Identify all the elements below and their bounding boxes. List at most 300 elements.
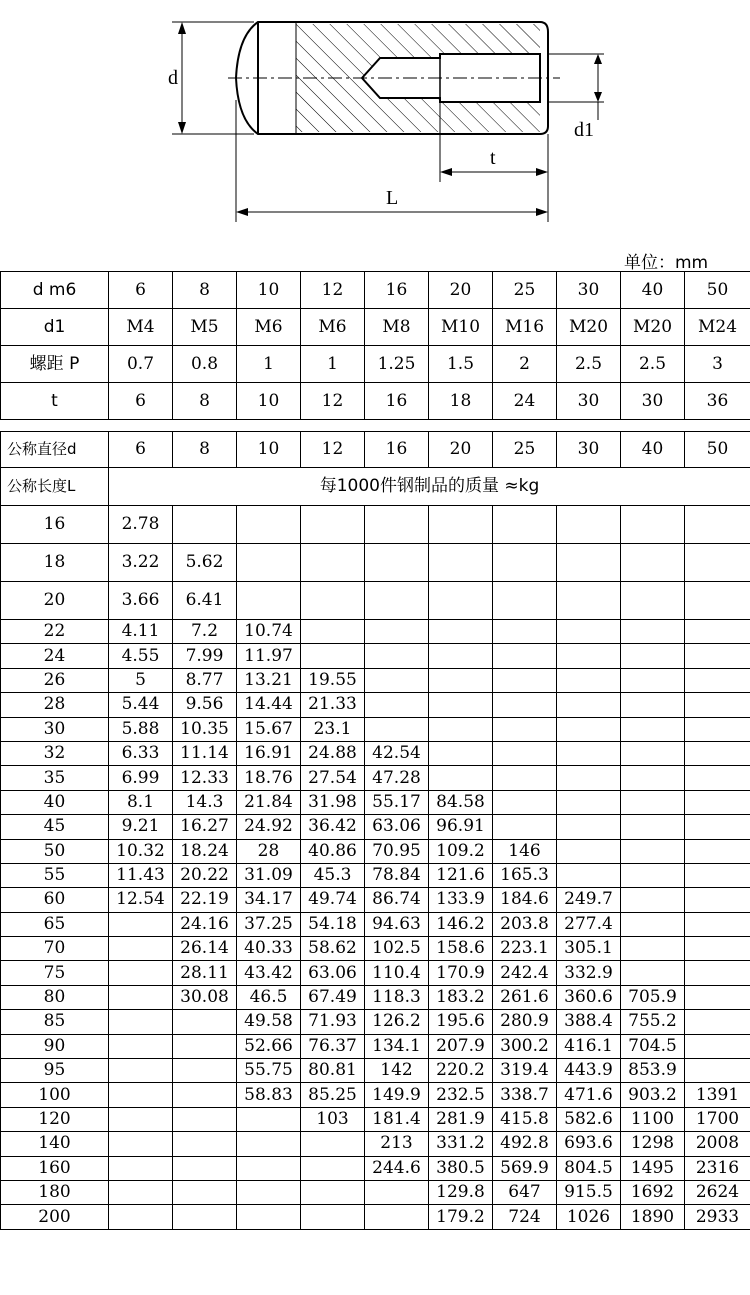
mass-cell	[493, 717, 557, 741]
mass-cell: 103	[301, 1107, 365, 1131]
mass-cell: 281.9	[429, 1107, 493, 1131]
mass-cell: 492.8	[493, 1132, 557, 1156]
mass-cell: 1700	[685, 1107, 750, 1131]
mass-cell	[685, 544, 750, 582]
mass-cell	[365, 506, 429, 544]
mass-cell: 10.32	[109, 839, 173, 863]
mass-cell	[621, 766, 685, 790]
mass-row-length: 24	[1, 644, 109, 668]
mass-cell	[365, 1205, 429, 1229]
mass-cell: 14.44	[237, 693, 301, 717]
mass-cell	[301, 544, 365, 582]
mass-cell: 18.76	[237, 766, 301, 790]
mass-cell	[493, 790, 557, 814]
mass-row	[1, 790, 750, 814]
mass-row-length: 140	[1, 1132, 109, 1156]
d1-label: d1	[574, 119, 594, 141]
mass-row-length: 30	[1, 717, 109, 741]
mass-cell: 14.3	[173, 790, 237, 814]
mass-cell: 94.63	[365, 912, 429, 936]
spec-cell: M6	[301, 309, 365, 346]
mass-row	[1, 1034, 750, 1058]
mass-cell: 55.17	[365, 790, 429, 814]
mass-cell	[685, 863, 750, 887]
mass-cell: 24.16	[173, 912, 237, 936]
mass-cell: 1890	[621, 1205, 685, 1229]
mass-cell	[429, 620, 493, 644]
mass-cell	[493, 582, 557, 620]
spec-cell: M5	[173, 309, 237, 346]
spec-cell: 25	[493, 272, 557, 309]
mass-cell	[685, 644, 750, 668]
mass-cell: 915.5	[557, 1180, 621, 1204]
mass-cell: 183.2	[429, 985, 493, 1009]
mass-cell	[493, 815, 557, 839]
spec-cell: 1	[301, 346, 365, 383]
mass-cell: 55.75	[237, 1059, 301, 1083]
mass-cell: 142	[365, 1059, 429, 1083]
mass-cell	[173, 1205, 237, 1229]
spec-cell: 0.7	[109, 346, 173, 383]
mass-cell	[109, 961, 173, 985]
mass-cell	[685, 937, 750, 961]
mass-cell	[685, 1059, 750, 1083]
mass-cell: 102.5	[365, 937, 429, 961]
mass-cell	[429, 582, 493, 620]
mass-cell: 28.11	[173, 961, 237, 985]
mass-cell: 15.67	[237, 717, 301, 741]
spec-cell: 2.5	[557, 346, 621, 383]
spec-cell: 18	[429, 383, 493, 420]
mass-cell: 804.5	[557, 1156, 621, 1180]
mass-cell	[557, 668, 621, 692]
mass-cell	[621, 644, 685, 668]
mass-cell	[493, 741, 557, 765]
mass-cell: 30.08	[173, 985, 237, 1009]
mass-cell: 443.9	[557, 1059, 621, 1083]
spec-cell: 12	[301, 272, 365, 309]
mass-cell	[557, 717, 621, 741]
mass-cell	[429, 506, 493, 544]
mass-cell	[685, 582, 750, 620]
mass-cell: 242.4	[493, 961, 557, 985]
mass-cell: 165.3	[493, 863, 557, 887]
mass-row	[1, 888, 750, 912]
mass-row	[1, 620, 750, 644]
mass-row-length: 28	[1, 693, 109, 717]
mass-cell	[557, 644, 621, 668]
mass-row	[1, 1083, 750, 1107]
mass-cell: 1026	[557, 1205, 621, 1229]
mass-row-length: 180	[1, 1180, 109, 1204]
mass-row-length: 20	[1, 582, 109, 620]
mass-row	[1, 937, 750, 961]
mass-cell: 43.42	[237, 961, 301, 985]
mass-row-length: 100	[1, 1083, 109, 1107]
mass-cell	[685, 790, 750, 814]
mass-cell	[685, 506, 750, 544]
mass-cell	[621, 863, 685, 887]
mass-cell: 5	[109, 668, 173, 692]
mass-row	[1, 839, 750, 863]
mass-cell: 11.43	[109, 863, 173, 887]
mass-cell: 331.2	[429, 1132, 493, 1156]
spec-cell: 10	[237, 383, 301, 420]
mass-cell	[429, 544, 493, 582]
mass-row	[1, 1010, 750, 1034]
mass-cell: 181.4	[365, 1107, 429, 1131]
mass-cell	[685, 693, 750, 717]
mass-cell	[365, 693, 429, 717]
spec-cell: 16	[365, 272, 429, 309]
mass-row	[1, 644, 750, 668]
spec-cell: 0.8	[173, 346, 237, 383]
mass-cell	[621, 741, 685, 765]
mass-cell	[429, 766, 493, 790]
mass-row	[1, 1205, 750, 1229]
mass-cell	[621, 790, 685, 814]
mass-cell	[173, 1107, 237, 1131]
mass-cell: 11.97	[237, 644, 301, 668]
spec-cell: 1	[237, 346, 301, 383]
mass-cell: 232.5	[429, 1083, 493, 1107]
mass-cell: 118.3	[365, 985, 429, 1009]
mass-cell: 12.33	[173, 766, 237, 790]
mass-cell: 7.99	[173, 644, 237, 668]
mass-cell: 300.2	[493, 1034, 557, 1058]
mass-row	[1, 815, 750, 839]
mass-cell	[109, 1156, 173, 1180]
mass-cell	[621, 839, 685, 863]
spec-row-label: d1	[1, 309, 109, 346]
mass-cell	[301, 582, 365, 620]
mass-row-length: 90	[1, 1034, 109, 1058]
mass-row	[1, 741, 750, 765]
mass-cell: 415.8	[493, 1107, 557, 1131]
mass-cell	[365, 644, 429, 668]
mass-cell	[493, 506, 557, 544]
mass-cell: 31.09	[237, 863, 301, 887]
mass-cell	[237, 544, 301, 582]
spec-cell: 6	[109, 383, 173, 420]
mass-row	[1, 985, 750, 1009]
mass-cell: 146	[493, 839, 557, 863]
mass-cell: 12.54	[109, 888, 173, 912]
mass-cell	[301, 620, 365, 644]
mass-cell: 13.21	[237, 668, 301, 692]
mass-cell: 179.2	[429, 1205, 493, 1229]
mass-cell: 582.6	[557, 1107, 621, 1131]
mass-cell	[429, 717, 493, 741]
spec-cell: M8	[365, 309, 429, 346]
spec-cell: 30	[557, 383, 621, 420]
mass-cell: 86.74	[365, 888, 429, 912]
mass-cell: 380.5	[429, 1156, 493, 1180]
mass-cell	[621, 693, 685, 717]
mass-cell	[237, 582, 301, 620]
mass-cell	[237, 506, 301, 544]
mass-cell: 70.95	[365, 839, 429, 863]
mass-cell	[557, 766, 621, 790]
mass-cell	[237, 1156, 301, 1180]
mass-cell	[493, 693, 557, 717]
mass-cell: 2.78	[109, 506, 173, 544]
mass-cell	[685, 839, 750, 863]
mass-cell: 6.33	[109, 741, 173, 765]
spec-cell: 12	[301, 383, 365, 420]
mass-row	[1, 544, 750, 582]
mass-cell: 10.74	[237, 620, 301, 644]
mass-cell	[685, 766, 750, 790]
mass-cell	[557, 544, 621, 582]
mass-cell: 54.18	[301, 912, 365, 936]
mass-row	[1, 863, 750, 887]
mass-cell	[493, 544, 557, 582]
mass-cell	[429, 741, 493, 765]
mass-cell: 21.33	[301, 693, 365, 717]
spec-cell: 6	[109, 272, 173, 309]
mass-cell: 203.8	[493, 912, 557, 936]
spec-row	[1, 272, 750, 309]
mass-row-length: 120	[1, 1107, 109, 1131]
mass-cell	[557, 815, 621, 839]
mass-cell: 1495	[621, 1156, 685, 1180]
mass-cell	[621, 582, 685, 620]
mass-cell	[109, 912, 173, 936]
mass-cell	[173, 1180, 237, 1204]
mass-row-length: 18	[1, 544, 109, 582]
mass-cell	[685, 912, 750, 936]
mass-cell: 47.28	[365, 766, 429, 790]
spec-row-label: d m6	[1, 272, 109, 309]
mass-cell: 85.25	[301, 1083, 365, 1107]
spec-cell: 36	[685, 383, 750, 420]
mass-cell	[557, 582, 621, 620]
mass-cell: 40.33	[237, 937, 301, 961]
diameter-header-cell: 12	[301, 432, 365, 468]
mass-cell	[685, 717, 750, 741]
mass-cell	[685, 985, 750, 1009]
spec-cell: 30	[557, 272, 621, 309]
mass-cell: 42.54	[365, 741, 429, 765]
mass-cell	[685, 961, 750, 985]
mass-row	[1, 506, 750, 544]
spec-cell: 3	[685, 346, 750, 383]
mass-row	[1, 1059, 750, 1083]
mass-cell: 338.7	[493, 1083, 557, 1107]
mass-cell: 149.9	[365, 1083, 429, 1107]
spec-cell: 50	[685, 272, 750, 309]
spec-cell: M24	[685, 309, 750, 346]
mass-cell	[493, 620, 557, 644]
mass-cell: 184.6	[493, 888, 557, 912]
mass-cell: 36.42	[301, 815, 365, 839]
spec-cell: 16	[365, 383, 429, 420]
mass-cell: 277.4	[557, 912, 621, 936]
mass-row-length: 26	[1, 668, 109, 692]
mass-cell	[621, 544, 685, 582]
diameter-header-cell: 16	[365, 432, 429, 468]
mass-cell	[109, 1132, 173, 1156]
mass-cell: 67.49	[301, 985, 365, 1009]
mass-row-length: 80	[1, 985, 109, 1009]
mass-cell	[557, 620, 621, 644]
diameter-header-cell: 30	[557, 432, 621, 468]
mass-row-length: 160	[1, 1156, 109, 1180]
mass-cell: 109.2	[429, 839, 493, 863]
mass-cell: 213	[365, 1132, 429, 1156]
mass-cell: 158.6	[429, 937, 493, 961]
mass-cell	[109, 1083, 173, 1107]
mass-cell	[685, 888, 750, 912]
mass-cell: 2624	[685, 1180, 750, 1204]
mass-cell: 416.1	[557, 1034, 621, 1058]
mass-caption: 每1000件钢制品的质量 ≈kg	[109, 468, 750, 506]
mass-cell: 7.2	[173, 620, 237, 644]
spec-cell: 10	[237, 272, 301, 309]
mass-row	[1, 1107, 750, 1131]
mass-cell: 705.9	[621, 985, 685, 1009]
mass-cell: 46.5	[237, 985, 301, 1009]
mass-cell	[109, 1107, 173, 1131]
mass-row-length: 50	[1, 839, 109, 863]
mass-cell: 5.88	[109, 717, 173, 741]
mass-cell: 647	[493, 1180, 557, 1204]
mass-row	[1, 961, 750, 985]
d-label: d	[168, 67, 178, 89]
mass-cell: 34.17	[237, 888, 301, 912]
mass-cell	[109, 1034, 173, 1058]
mass-row-length: 32	[1, 741, 109, 765]
mass-cell: 693.6	[557, 1132, 621, 1156]
mass-cell	[173, 1083, 237, 1107]
mass-cell: 195.6	[429, 1010, 493, 1034]
mass-cell: 10.35	[173, 717, 237, 741]
mass-cell	[173, 506, 237, 544]
mass-cell: 249.7	[557, 888, 621, 912]
mass-cell	[173, 1156, 237, 1180]
mass-cell: 23.1	[301, 717, 365, 741]
mass-row	[1, 1132, 750, 1156]
mass-cell	[493, 766, 557, 790]
mass-cell: 2933	[685, 1205, 750, 1229]
mass-row	[1, 1180, 750, 1204]
mass-cell	[109, 985, 173, 1009]
mass-row-length: 75	[1, 961, 109, 985]
mass-cell	[557, 790, 621, 814]
mass-row	[1, 717, 750, 741]
mass-row-length: 45	[1, 815, 109, 839]
mass-cell: 471.6	[557, 1083, 621, 1107]
mass-cell: 5.44	[109, 693, 173, 717]
mass-row-length: 95	[1, 1059, 109, 1083]
spec-cell: 2	[493, 346, 557, 383]
mass-cell: 49.58	[237, 1010, 301, 1034]
length-header-label: 公称长度L	[1, 468, 109, 506]
mass-cell	[685, 620, 750, 644]
mass-row-length: 65	[1, 912, 109, 936]
mass-cell	[429, 693, 493, 717]
mass-row	[1, 693, 750, 717]
mass-cell: 9.56	[173, 693, 237, 717]
mass-cell: 1692	[621, 1180, 685, 1204]
spec-cell: 24	[493, 383, 557, 420]
t-label: t	[490, 147, 496, 169]
spec-cell: 20	[429, 272, 493, 309]
mass-cell: 220.2	[429, 1059, 493, 1083]
diameter-header-cell: 10	[237, 432, 301, 468]
mass-cell: 71.93	[301, 1010, 365, 1034]
mass-cell	[493, 668, 557, 692]
diameter-header-cell: 6	[109, 432, 173, 468]
spec-row	[1, 309, 750, 346]
mass-cell: 4.55	[109, 644, 173, 668]
mass-row-length: 35	[1, 766, 109, 790]
mass-cell	[301, 1205, 365, 1229]
mass-cell: 121.6	[429, 863, 493, 887]
mass-cell: 63.06	[365, 815, 429, 839]
mass-cell: 8.77	[173, 668, 237, 692]
mass-cell	[685, 1010, 750, 1034]
mass-cell	[429, 668, 493, 692]
mass-cell	[557, 839, 621, 863]
mass-row	[1, 766, 750, 790]
mass-cell	[621, 961, 685, 985]
mass-cell	[685, 815, 750, 839]
spec-cell: 30	[621, 383, 685, 420]
mass-cell	[365, 620, 429, 644]
mass-cell: 9.21	[109, 815, 173, 839]
mass-cell: 37.25	[237, 912, 301, 936]
mass-cell	[173, 1034, 237, 1058]
mass-cell	[173, 1132, 237, 1156]
mass-cell: 26.14	[173, 937, 237, 961]
mass-cell	[621, 815, 685, 839]
mass-cell: 21.84	[237, 790, 301, 814]
mass-cell: 1298	[621, 1132, 685, 1156]
mass-cell	[301, 1156, 365, 1180]
mass-row	[1, 912, 750, 936]
mass-cell: 704.5	[621, 1034, 685, 1058]
mass-cell: 223.1	[493, 937, 557, 961]
mass-cell: 6.99	[109, 766, 173, 790]
mass-cell: 63.06	[301, 961, 365, 985]
mass-cell	[109, 1059, 173, 1083]
mass-cell	[621, 912, 685, 936]
mass-row-length: 22	[1, 620, 109, 644]
mass-cell: 569.9	[493, 1156, 557, 1180]
mass-cell: 2008	[685, 1132, 750, 1156]
mass-cell: 170.9	[429, 961, 493, 985]
mass-table	[0, 431, 750, 1230]
spec-cell: 40	[621, 272, 685, 309]
pin-drawing	[0, 0, 750, 250]
mass-cell	[109, 1205, 173, 1229]
diameter-header-cell: 20	[429, 432, 493, 468]
mass-cell	[109, 1010, 173, 1034]
mass-cell: 3.66	[109, 582, 173, 620]
spec-table	[0, 271, 750, 420]
mass-cell	[365, 1180, 429, 1204]
mass-cell: 40.86	[301, 839, 365, 863]
diameter-header-row	[1, 432, 750, 468]
mass-cell	[301, 1180, 365, 1204]
mass-cell	[365, 582, 429, 620]
mass-row-length: 55	[1, 863, 109, 887]
mass-cell	[301, 506, 365, 544]
mass-cell	[365, 668, 429, 692]
mass-cell: 84.58	[429, 790, 493, 814]
